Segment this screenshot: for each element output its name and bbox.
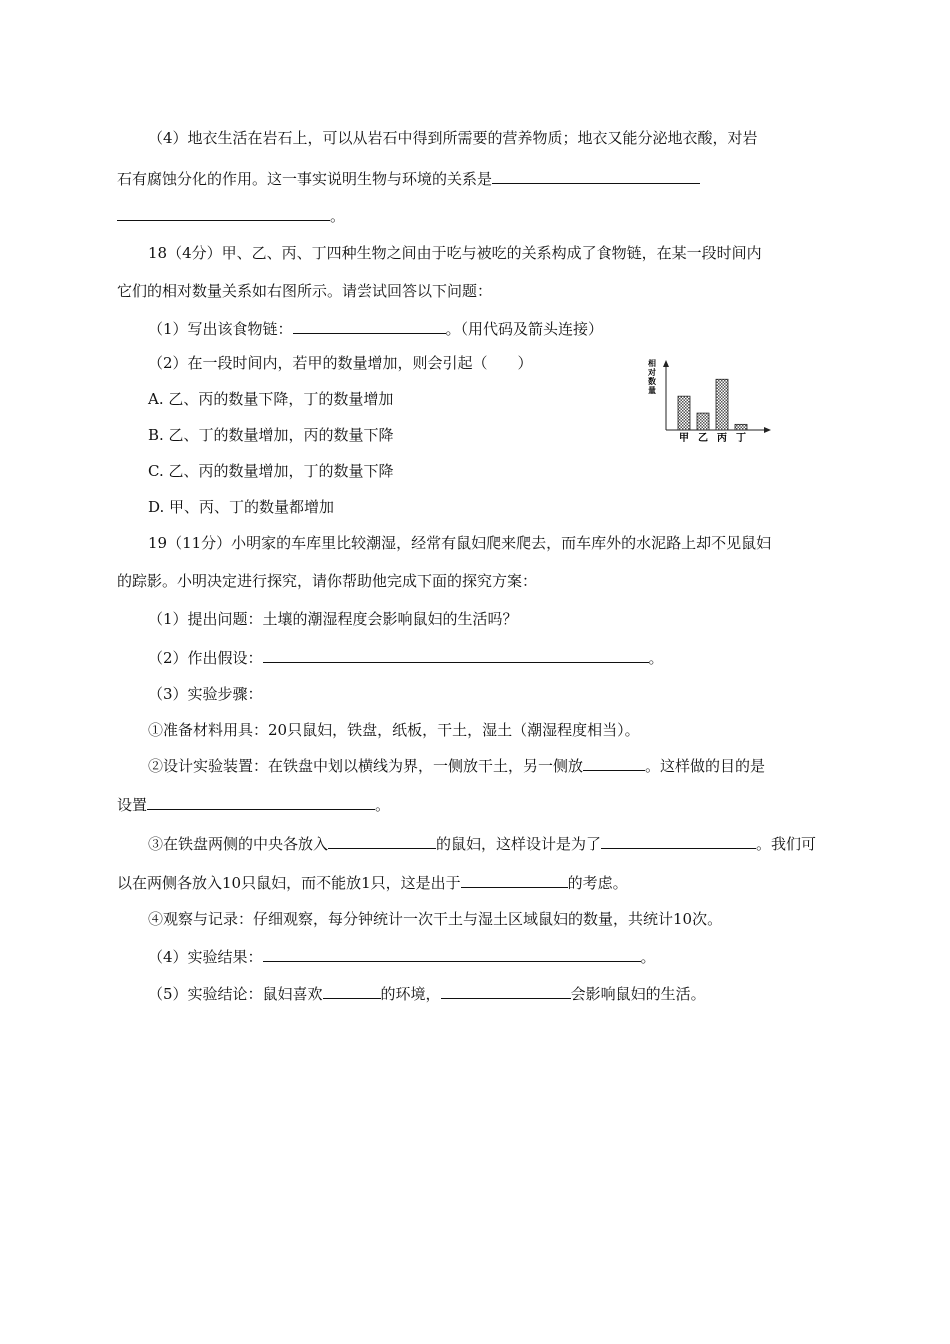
q19-procedure-2-text-b: 。这样做的目的是 [645,757,766,775]
x-tick-label: 甲 [679,433,689,444]
y-axis-label-char: 相 [648,359,656,368]
x-tick-label: 丙 [717,433,727,444]
q19-hypothesis-label: （2）作出假设： [148,649,263,667]
q19-result-label: （4）实验结果： [148,948,263,966]
q19-procedure-3-text-c: 。我们可 [756,835,817,853]
relative-quantity-chart [640,356,780,446]
q18-part1-note: 。（用代码及箭头连接） [445,320,604,338]
q19-procedure-1: ①准备材料用具：20只鼠妇，铁盘，纸板，干土，湿土（潮湿程度相当）。 [148,721,640,739]
punctuation: 。 [648,649,664,667]
q19-procedure-3-text-b: 的鼠妇，这样设计是为了 [436,835,602,853]
answer-blank[interactable] [263,946,641,962]
answer-blank[interactable] [441,983,571,999]
q19-step4-result [148,946,656,967]
y-axis-label-char: 量 [648,386,656,395]
x-axis-arrow-icon [764,427,771,433]
q19-step5-conclusion [148,983,706,1004]
q19-procedure-2 [148,755,765,776]
q18-part1 [148,318,603,339]
q19-procedure-2-text: ②设计实验装置：在铁盘中划以横线为界，一侧放干土，另一侧放 [148,757,584,775]
q19-procedure-3-text-a: ③在铁盘两侧的中央各放入 [148,835,329,853]
q19-procedure-3-cont [117,872,628,893]
q18-option-c: C. 乙、丙的数量增加，丁的数量下降 [148,462,394,480]
punctuation: 。 [330,207,346,225]
bar-3 [735,424,747,430]
bar-1 [697,413,709,430]
bar-2 [716,379,728,430]
answer-blank[interactable] [323,983,381,999]
q17-part4-line2 [117,168,700,189]
q17-part4-text: 石有腐蚀分化的作用。这一事实说明生物与环境的关系是 [117,170,493,188]
q19-procedure-3 [148,833,816,854]
q18-part1-label: （1）写出该食物链： [148,320,293,338]
q19-conclusion-text-a: （5）实验结论：鼠妇喜欢 [148,985,323,1003]
q19-step1-question: （1）提出问题：土壤的潮湿程度会影响鼠妇的生活吗？ [148,610,518,628]
punctuation: 。 [375,796,391,814]
q19-procedure-3-text-d: 以在两侧各放入10只鼠妇，而不能放1只，这是出于 [117,874,461,892]
answer-blank[interactable] [147,794,375,810]
q18-intro-line1: 18（4分）甲、乙、丙、丁四种生物之间由于吃与被吃的关系构成了食物链，在某一段时间内 [148,244,762,262]
answer-blank[interactable] [263,647,649,663]
answer-blank[interactable] [461,872,568,888]
q17-part4-line3 [117,205,345,226]
answer-blank[interactable] [328,833,436,849]
y-axis-arrow-icon [663,360,669,367]
q19-procedure-4: ④观察与记录：仔细观察，每分钟统计一次干土与湿土区域鼠妇的数量，共统计10次。 [148,910,723,928]
answer-blank[interactable] [601,833,756,849]
q18-option-d: D. 甲、丙、丁的数量都增加 [148,498,335,516]
q19-procedure-3-text-e: 的考虑。 [567,874,628,892]
x-tick-label: 丁 [736,433,746,444]
q19-intro-line1: 19（11分）小明家的车库里比较潮湿，经常有鼠妇爬来爬去，而车库外的水泥路上却不见鼠妇 [148,534,772,552]
answer-blank[interactable] [117,205,330,221]
q19-conclusion-text-b: 的环境， [380,985,441,1003]
q17-part4-line1: （4）地衣生活在岩石上，可以从岩石中得到所需要的营养物质；地衣又能分泌地衣酸，对岩 [148,129,758,147]
punctuation: 。 [640,948,656,966]
q19-step3-heading: （3）实验步骤： [148,685,263,703]
q18-intro-line2: 它们的相对数量关系如右图所示。请尝试回答以下问题： [117,282,493,300]
q18-option-b: B. 乙、丁的数量增加，丙的数量下降 [148,426,394,444]
answer-blank[interactable] [492,168,700,184]
y-axis-label-char: 数 [648,377,656,386]
q19-procedure-2-text-c: 设置 [117,796,148,814]
q19-procedure-2-cont [117,794,390,815]
x-tick-label: 乙 [698,433,708,444]
y-axis-label-char: 对 [648,368,656,377]
q18-part2: （2）在一段时间内，若甲的数量增加，则会引起（ ） [148,354,533,372]
y-axis-label [647,358,656,395]
q18-option-a: A. 乙、丙的数量下降，丁的数量增加 [148,390,394,408]
bar-0 [678,396,690,430]
q19-conclusion-text-c: 会影响鼠妇的生活。 [570,985,706,1003]
q19-step2-hypothesis [148,647,664,668]
q19-intro-line2: 的踪影。小明决定进行探究，请你帮助他完成下面的探究方案： [117,572,538,590]
answer-blank[interactable] [293,318,446,334]
answer-blank[interactable] [583,755,645,771]
